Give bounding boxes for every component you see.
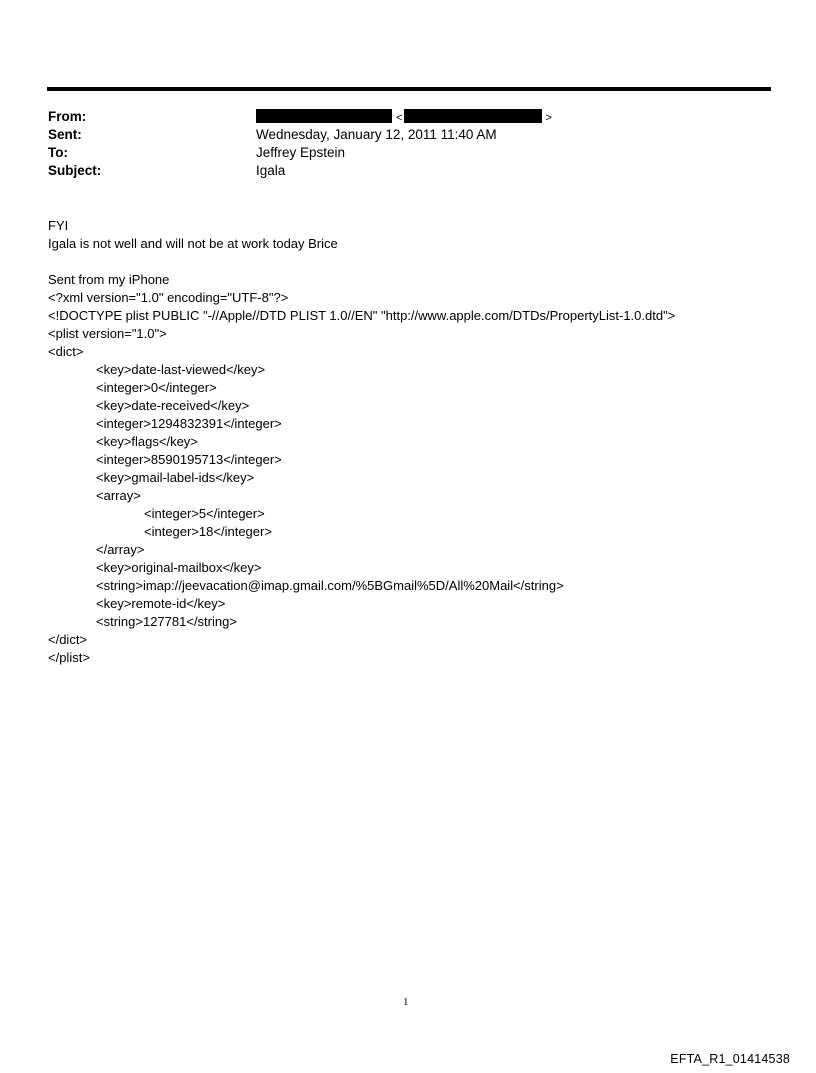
plist-line: </dict>: [48, 632, 88, 647]
plist-line: <key>remote-id</key>: [96, 596, 226, 611]
plist-line: <string>127781</string>: [96, 614, 237, 629]
plist-line: <key>date-last-viewed</key>: [96, 362, 266, 377]
plist-line: <plist version="1.0">: [48, 326, 167, 341]
plist-line: <key>original-mailbox</key>: [96, 560, 262, 575]
plist-line: <dict>: [48, 344, 84, 359]
plist-line: <integer>18</integer>: [144, 524, 272, 539]
plist-line: </plist>: [48, 650, 90, 665]
plist-line: <key>flags</key>: [96, 434, 198, 449]
plist-line: </array>: [96, 542, 145, 557]
body-spacer: [48, 253, 788, 271]
page-number: 1: [403, 996, 409, 1008]
from-row: [48, 108, 748, 126]
sent-value: Wednesday, January 12, 2011 11:40 AM: [256, 127, 497, 142]
sent-row: [48, 126, 748, 144]
plist-line: <!DOCTYPE plist PUBLIC "-//Apple//DTD PLIST 1.0//EN" "http://www.apple.com/DTDs/PropertyList-1.0.dtd">: [48, 308, 676, 323]
plist-line: <string>imap://jeevacation@imap.gmail.com/%5BGmail%5D/All%20Mail</string>: [96, 578, 564, 593]
plist-line: <integer>0</integer>: [96, 380, 217, 395]
body-signature: Sent from my iPhone: [48, 272, 170, 287]
subject-label: Subject:: [48, 163, 102, 178]
plist-line: <array>: [96, 488, 141, 503]
email-header: [48, 108, 748, 180]
body-line-message: Igala is not well and will not be at work today Brice: [48, 236, 338, 251]
to-label: To:: [48, 145, 68, 160]
body-line-fyi: FYI: [48, 218, 69, 233]
from-label: From:: [48, 109, 87, 124]
sent-label: Sent:: [48, 127, 82, 142]
email-body: [48, 217, 788, 667]
redacted-sender-email: [404, 109, 542, 123]
email-open-bracket: <: [396, 112, 403, 124]
plist-line: <key>date-received</key>: [96, 398, 250, 413]
plist-line: <integer>1294832391</integer>: [96, 416, 282, 431]
header-divider: [47, 87, 771, 91]
plist-line: <integer>5</integer>: [144, 506, 265, 521]
to-value: Jeffrey Epstein: [256, 145, 346, 160]
to-row: [48, 144, 748, 162]
plist-line: <?xml version="1.0" encoding="UTF-8"?>: [48, 290, 289, 305]
redacted-sender-name: [256, 109, 392, 123]
bates-number: EFTA_R1_01414538: [670, 1052, 790, 1066]
plist-line: <key>gmail-label-ids</key>: [96, 470, 255, 485]
subject-row: [48, 162, 748, 180]
subject-value: Igala: [256, 163, 286, 178]
email-close-bracket: >: [545, 112, 552, 124]
plist-line: <integer>8590195713</integer>: [96, 452, 282, 467]
from-value: [256, 108, 552, 127]
